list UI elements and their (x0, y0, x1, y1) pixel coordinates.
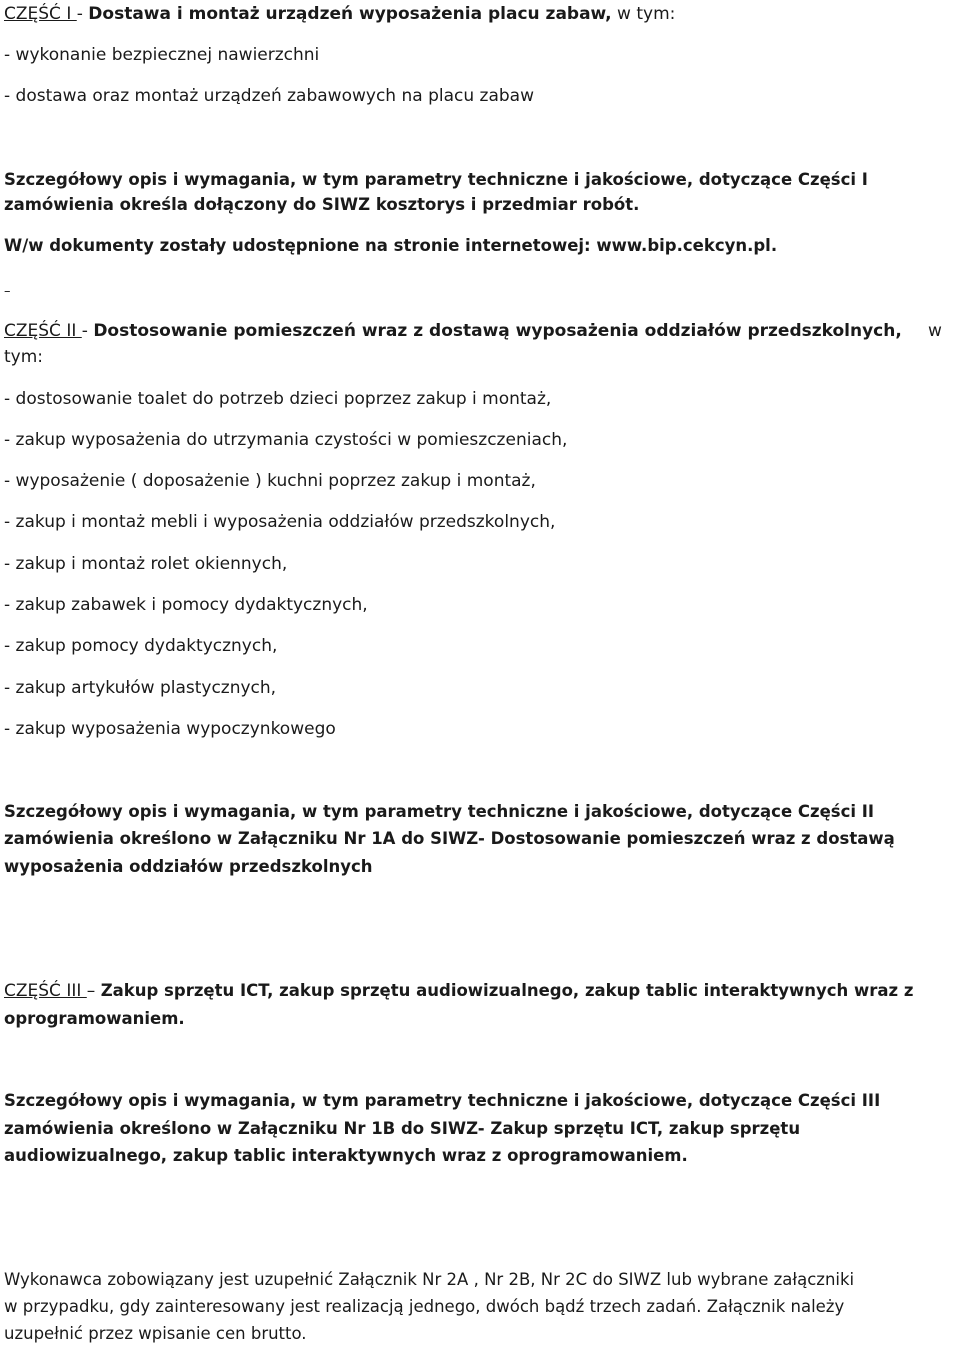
part3-heading-label: CZĘŚĆ III (4, 981, 87, 1001)
part3-desc-line: Szczegółowy opis i wymagania, w tym parametry techniczne i jakościowe, dotyczące Części III (4, 1091, 881, 1110)
part2-item: - zakup wyposażenia do utrzymania czystości w pomieszczeniach, (4, 430, 568, 450)
part2-heading-cont: tym: (4, 347, 44, 367)
part2-heading-w: w (928, 321, 942, 341)
part1-desc-line: W/w dokumenty zostały udostępnione na stronie internetowej: www.bip.cekcyn.pl. (4, 236, 778, 255)
part1-heading-suffix: w tym: (611, 4, 676, 24)
part2-heading (4, 319, 902, 343)
part2-heading-label: CZĘŚĆ II (4, 321, 82, 341)
part1-desc-line: zamówienia określa dołączony do SIWZ kosztorys i przedmiar robót. (4, 195, 640, 214)
part3-heading-sep: – (86, 981, 101, 1001)
part2-item: - zakup artykułów plastycznych, (4, 678, 277, 698)
part1-heading-label: CZĘŚĆ I (4, 4, 77, 24)
part1-dash: – (4, 284, 11, 299)
part2-item: - dostosowanie toalet do potrzeb dzieci poprzez zakup i montaż, (4, 389, 552, 409)
part1-heading-sep: - (76, 4, 89, 24)
part3-desc-line: audiowizualnego, zakup tablic interaktywnych wraz z oprogramowaniem. (4, 1146, 688, 1165)
part2-heading-sep: - (81, 321, 94, 341)
part2-item: - zakup pomocy dydaktycznych, (4, 636, 278, 656)
part2-item: - wyposażenie ( doposażenie ) kuchni poprzez zakup i montaż, (4, 471, 536, 491)
part3-heading-title: Zakup sprzętu ICT, zakup sprzętu audiowizualnego, zakup tablic interaktywnych wraz z (100, 981, 914, 1000)
footer-line: w przypadku, gdy zainteresowany jest realizacją jednego, dwóch bądź trzech zadań. Załącznik należy (4, 1297, 845, 1316)
part3-heading (4, 979, 913, 1003)
part2-desc-line: zamówienia określono w Załączniku Nr 1A do SIWZ- Dostosowanie pomieszczeń wraz z dostawą (4, 829, 895, 848)
part3-heading-cont: oprogramowaniem. (4, 1009, 185, 1028)
part1-desc-line: Szczegółowy opis i wymagania, w tym parametry techniczne i jakościowe, dotyczące Części I (4, 170, 868, 189)
part2-heading-title: Dostosowanie pomieszczeń wraz z dostawą wyposażenia oddziałów przedszkolnych, (93, 321, 902, 341)
part1-heading-title: Dostawa i montaż urządzeń wyposażenia placu zabaw, (88, 4, 612, 24)
part2-desc-line: Szczegółowy opis i wymagania, w tym parametry techniczne i jakościowe, dotyczące Części II (4, 802, 875, 821)
part2-desc-line: wyposażenia oddziałów przedszkolnych (4, 857, 373, 876)
part1-item: - wykonanie bezpiecznej nawierzchni (4, 45, 320, 65)
part2-item: - zakup i montaż rolet okiennych, (4, 554, 288, 574)
part2-item: - zakup wyposażenia wypoczynkowego (4, 719, 336, 739)
part1-heading (4, 2, 675, 26)
part2-item: - zakup zabawek i pomocy dydaktycznych, (4, 595, 368, 615)
footer-line: Wykonawca zobowiązany jest uzupełnić Załącznik Nr 2A , Nr 2B, Nr 2C do SIWZ lub wybrane załączniki (4, 1270, 855, 1289)
part2-item: - zakup i montaż mebli i wyposażenia oddziałów przedszkolnych, (4, 512, 556, 532)
footer-line: uzupełnić przez wpisanie cen brutto. (4, 1324, 307, 1343)
part1-item: - dostawa oraz montaż urządzeń zabawowych na placu zabaw (4, 86, 534, 106)
part3-desc-line: zamówienia określono w Załączniku Nr 1B do SIWZ- Zakup sprzętu ICT, zakup sprzętu (4, 1119, 801, 1138)
